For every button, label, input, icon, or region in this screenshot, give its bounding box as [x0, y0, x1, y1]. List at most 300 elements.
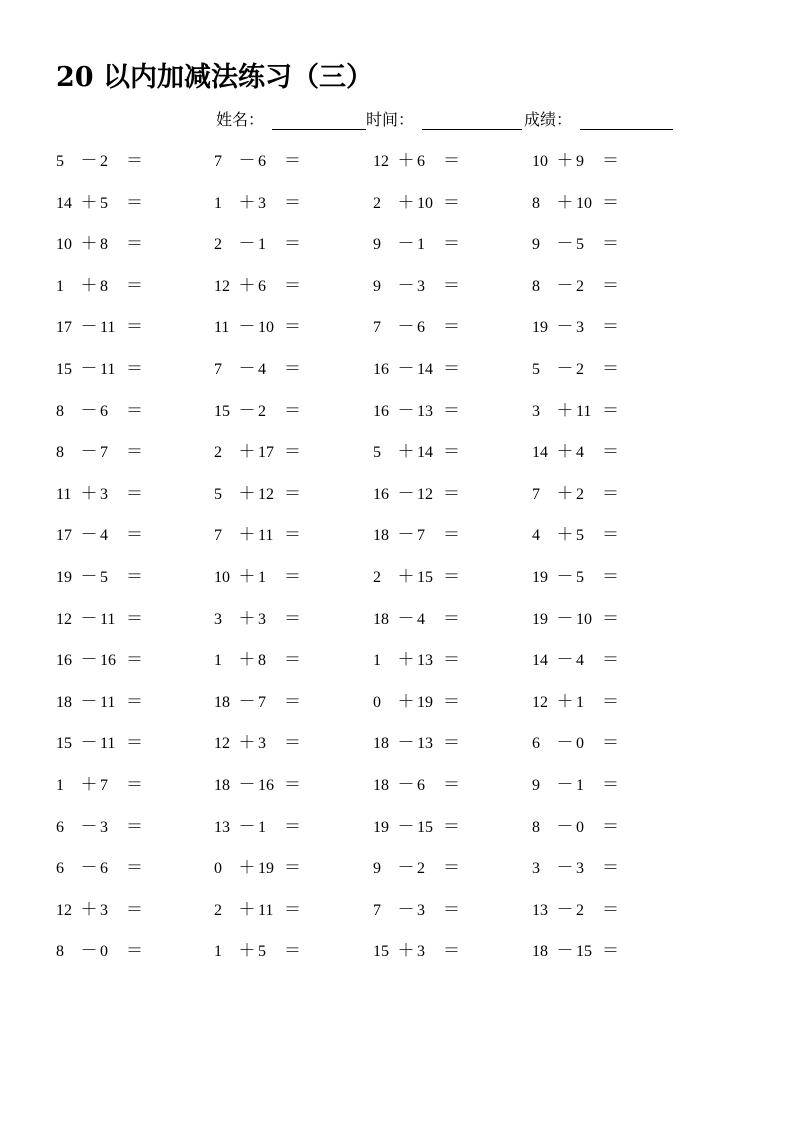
operand-a: 19: [532, 610, 548, 628]
problem-item: [373, 728, 463, 758]
operand-b: 2: [258, 402, 266, 420]
operator: －: [556, 566, 574, 587]
time-blank[interactable]: [422, 129, 522, 130]
problem-item: [532, 271, 622, 301]
operator: －: [80, 733, 98, 754]
operator: ＋: [397, 442, 415, 463]
operand-a: 1: [56, 277, 64, 295]
equals-sign: ＝: [284, 650, 301, 671]
equals-sign: ＝: [284, 275, 301, 296]
operand-b: 4: [576, 652, 584, 670]
operand-a: 10: [532, 153, 548, 170]
operand-a: 3: [214, 610, 222, 628]
operand-a: 8: [532, 277, 540, 295]
equals-sign: ＝: [443, 358, 460, 379]
operand-a: 5: [56, 153, 64, 170]
operand-b: 6: [417, 153, 425, 170]
operand-a: 18: [56, 693, 72, 711]
problem-item: [532, 770, 622, 800]
operator: ＋: [556, 483, 574, 504]
equals-sign: ＝: [126, 691, 143, 712]
operator: ＋: [80, 234, 98, 255]
operand-b: 1: [258, 236, 266, 254]
operand-b: 4: [576, 444, 584, 462]
problem-item: [532, 229, 622, 259]
name-label: 姓名：: [216, 110, 265, 129]
problem-row: [56, 687, 696, 729]
operand-a: 9: [532, 776, 540, 794]
operand-a: 5: [373, 444, 381, 462]
problem-item: [214, 604, 304, 634]
operator: ＋: [80, 899, 98, 920]
operand-a: 8: [532, 194, 540, 212]
problem-item: [56, 188, 146, 218]
operand-b: 12: [417, 485, 433, 503]
problem-item: [532, 520, 622, 550]
operand-b: 0: [576, 818, 584, 836]
equals-sign: ＝: [443, 400, 460, 421]
operand-b: 5: [100, 568, 108, 586]
operand-a: 2: [214, 444, 222, 462]
problem-item: [214, 437, 304, 467]
equals-sign: ＝: [602, 691, 619, 712]
operator: －: [397, 858, 415, 879]
equals-sign: ＝: [126, 941, 143, 962]
operand-a: 18: [373, 610, 389, 628]
operand-b: 11: [576, 402, 592, 420]
operand-a: 19: [532, 568, 548, 586]
problem-item: [532, 645, 622, 675]
equals-sign: ＝: [443, 899, 460, 920]
operand-a: 7: [373, 901, 381, 919]
operand-a: 2: [373, 194, 381, 212]
problem-row: [56, 312, 696, 354]
operator: ＋: [238, 733, 256, 754]
problem-item: [373, 437, 463, 467]
operator: －: [556, 858, 574, 879]
equals-sign: ＝: [443, 608, 460, 629]
operand-a: 3: [532, 402, 540, 420]
operand-a: 0: [373, 693, 381, 711]
equals-sign: ＝: [284, 483, 301, 504]
problem-item: [532, 188, 622, 218]
operand-b: 3: [258, 735, 266, 753]
equals-sign: ＝: [284, 691, 301, 712]
problem-item: [214, 853, 304, 883]
operator: ＋: [238, 275, 256, 296]
operand-b: 3: [100, 818, 108, 836]
equals-sign: ＝: [443, 525, 460, 546]
operator: －: [80, 525, 98, 546]
operand-b: 5: [258, 943, 266, 961]
operand-b: 6: [417, 776, 425, 794]
operand-b: 11: [100, 693, 116, 711]
operand-b: 3: [258, 194, 266, 212]
problem-item: [373, 562, 463, 592]
equals-sign: ＝: [443, 566, 460, 587]
problem-item: [214, 895, 304, 925]
operand-b: 11: [258, 527, 274, 545]
operand-b: 2: [576, 277, 584, 295]
problem-item: [214, 728, 304, 758]
equals-sign: ＝: [443, 234, 460, 255]
operand-b: 5: [100, 194, 108, 212]
problem-item: [532, 146, 622, 176]
operand-a: 7: [214, 527, 222, 545]
operator: －: [80, 691, 98, 712]
equals-sign: ＝: [602, 941, 619, 962]
equals-sign: ＝: [443, 774, 460, 795]
operator: －: [397, 234, 415, 255]
problem-item: [373, 354, 463, 384]
problem-item: [214, 312, 304, 342]
equals-sign: ＝: [126, 483, 143, 504]
operand-b: 9: [576, 153, 584, 170]
operand-b: 1: [258, 818, 266, 836]
operator: －: [556, 275, 574, 296]
operand-b: 1: [576, 693, 584, 711]
operand-a: 2: [214, 236, 222, 254]
problem-item: [56, 229, 146, 259]
operand-a: 8: [56, 402, 64, 420]
operator: －: [397, 358, 415, 379]
operand-b: 10: [576, 610, 592, 628]
operator: －: [80, 317, 98, 338]
operand-b: 7: [417, 527, 425, 545]
problem-item: [373, 479, 463, 509]
equals-sign: ＝: [284, 234, 301, 255]
operand-a: 18: [373, 776, 389, 794]
equals-sign: ＝: [284, 733, 301, 754]
problem-item: [56, 645, 146, 675]
equals-sign: ＝: [284, 608, 301, 629]
operator: －: [238, 234, 256, 255]
operand-b: 11: [100, 319, 116, 337]
operand-b: 13: [417, 652, 433, 670]
operator: ＋: [238, 566, 256, 587]
operand-b: 6: [100, 402, 108, 420]
operand-a: 14: [532, 652, 548, 670]
operand-a: 5: [532, 360, 540, 378]
operator: －: [80, 816, 98, 837]
problem-item: [56, 895, 146, 925]
operand-b: 15: [417, 818, 433, 836]
operand-a: 18: [214, 776, 230, 794]
operand-b: 0: [576, 735, 584, 753]
score-blank[interactable]: [580, 129, 673, 130]
operand-b: 4: [100, 527, 108, 545]
equals-sign: ＝: [126, 234, 143, 255]
operand-a: 1: [56, 776, 64, 794]
equals-sign: ＝: [126, 525, 143, 546]
score-label: 成绩：: [524, 110, 573, 129]
equals-sign: ＝: [284, 816, 301, 837]
operand-a: 10: [214, 568, 230, 586]
operator: －: [80, 941, 98, 962]
operator: －: [80, 400, 98, 421]
operand-a: 12: [214, 735, 230, 753]
problem-item: [373, 229, 463, 259]
operand-b: 7: [100, 444, 108, 462]
equals-sign: ＝: [602, 483, 619, 504]
operand-b: 2: [576, 360, 584, 378]
problem-item: [532, 853, 622, 883]
operand-a: 13: [214, 818, 230, 836]
equals-sign: ＝: [443, 275, 460, 296]
problem-row: [56, 520, 696, 562]
problem-item: [373, 188, 463, 218]
operator: －: [397, 899, 415, 920]
operand-a: 18: [373, 735, 389, 753]
problem-item: [532, 479, 622, 509]
operand-b: 6: [417, 319, 425, 337]
operator: ＋: [397, 151, 415, 171]
operator: －: [556, 234, 574, 255]
problem-item: [56, 479, 146, 509]
equals-sign: ＝: [602, 192, 619, 213]
equals-sign: ＝: [602, 733, 619, 754]
operand-a: 9: [373, 860, 381, 878]
operand-b: 6: [100, 860, 108, 878]
operand-b: 3: [576, 319, 584, 337]
operand-a: 12: [214, 277, 230, 295]
operand-b: 4: [417, 610, 425, 628]
operand-b: 2: [576, 901, 584, 919]
problem-item: [56, 312, 146, 342]
operand-b: 1: [576, 776, 584, 794]
problem-item: [373, 936, 463, 966]
operand-b: 3: [100, 485, 108, 503]
operand-a: 4: [532, 527, 540, 545]
operand-a: 19: [532, 319, 548, 337]
problem-row: [56, 479, 696, 521]
equals-sign: ＝: [443, 151, 460, 171]
problem-row: [56, 146, 696, 188]
operand-b: 14: [417, 360, 433, 378]
equals-sign: ＝: [126, 151, 143, 171]
equals-sign: ＝: [602, 317, 619, 338]
problem-item: [56, 770, 146, 800]
operator: ＋: [556, 192, 574, 213]
operator: －: [397, 774, 415, 795]
operand-b: 3: [417, 943, 425, 961]
equals-sign: ＝: [126, 733, 143, 754]
operand-b: 10: [417, 194, 433, 212]
operand-a: 6: [56, 818, 64, 836]
operand-a: 7: [214, 360, 222, 378]
operand-a: 14: [532, 444, 548, 462]
operand-b: 2: [417, 860, 425, 878]
operand-a: 12: [373, 153, 389, 170]
operator: ＋: [556, 400, 574, 421]
problem-row: [56, 936, 696, 978]
operand-b: 3: [258, 610, 266, 628]
operand-b: 3: [100, 901, 108, 919]
equals-sign: ＝: [126, 858, 143, 879]
operand-b: 15: [417, 568, 433, 586]
operand-a: 16: [373, 402, 389, 420]
operand-a: 14: [56, 194, 72, 212]
operand-b: 3: [417, 277, 425, 295]
problem-item: [56, 853, 146, 883]
operand-b: 17: [258, 444, 274, 462]
operand-a: 15: [373, 943, 389, 961]
equals-sign: ＝: [126, 275, 143, 296]
problem-row: [56, 562, 696, 604]
operand-a: 2: [373, 568, 381, 586]
equals-sign: ＝: [443, 941, 460, 962]
equals-sign: ＝: [602, 151, 619, 171]
operator: －: [80, 608, 98, 629]
operand-a: 8: [56, 943, 64, 961]
operator: －: [80, 358, 98, 379]
problem-row: [56, 895, 696, 937]
problem-row: [56, 396, 696, 438]
operand-a: 8: [532, 818, 540, 836]
operand-a: 11: [214, 319, 230, 337]
operand-a: 9: [373, 236, 381, 254]
operand-b: 5: [576, 568, 584, 586]
equals-sign: ＝: [602, 774, 619, 795]
operator: －: [397, 525, 415, 546]
problem-item: [532, 396, 622, 426]
operand-a: 16: [373, 485, 389, 503]
operand-b: 11: [258, 901, 274, 919]
operator: －: [238, 358, 256, 379]
equals-sign: ＝: [602, 400, 619, 421]
operator: －: [80, 442, 98, 463]
equals-sign: ＝: [443, 192, 460, 213]
problem-item: [373, 853, 463, 883]
problem-item: [214, 562, 304, 592]
operator: －: [80, 566, 98, 587]
operand-a: 2: [214, 901, 222, 919]
problem-item: [56, 687, 146, 717]
problem-item: [214, 146, 304, 176]
problem-item: [56, 812, 146, 842]
equals-sign: ＝: [284, 317, 301, 338]
equals-sign: ＝: [443, 691, 460, 712]
problem-item: [373, 604, 463, 634]
problem-item: [532, 687, 622, 717]
operator: －: [397, 317, 415, 338]
operator: ＋: [397, 691, 415, 712]
operator: ＋: [238, 858, 256, 879]
operand-a: 11: [56, 485, 72, 503]
equals-sign: ＝: [284, 899, 301, 920]
operand-a: 16: [373, 360, 389, 378]
operator: ＋: [397, 650, 415, 671]
equals-sign: ＝: [443, 650, 460, 671]
operator: ＋: [238, 192, 256, 213]
operator: ＋: [238, 899, 256, 920]
operator: ＋: [556, 691, 574, 712]
problem-row: [56, 188, 696, 230]
equals-sign: ＝: [602, 234, 619, 255]
operator: ＋: [80, 774, 98, 795]
operand-a: 12: [56, 901, 72, 919]
equals-sign: ＝: [602, 566, 619, 587]
operator: －: [397, 733, 415, 754]
problem-row: [56, 770, 696, 812]
operand-a: 15: [56, 735, 72, 753]
problem-item: [373, 645, 463, 675]
problem-grid: [56, 146, 696, 978]
operator: ＋: [397, 566, 415, 587]
problem-item: [56, 520, 146, 550]
operand-a: 5: [214, 485, 222, 503]
equals-sign: ＝: [443, 483, 460, 504]
operand-a: 7: [214, 153, 222, 170]
operand-b: 19: [417, 693, 433, 711]
equals-sign: ＝: [126, 608, 143, 629]
operand-a: 17: [56, 319, 72, 337]
operator: －: [397, 816, 415, 837]
equals-sign: ＝: [284, 192, 301, 213]
problem-item: [532, 936, 622, 966]
operand-a: 18: [532, 943, 548, 961]
operator: －: [238, 816, 256, 837]
equals-sign: ＝: [284, 151, 301, 171]
operand-a: 19: [373, 818, 389, 836]
operator: ＋: [238, 650, 256, 671]
operator: －: [556, 608, 574, 629]
equals-sign: ＝: [443, 733, 460, 754]
operator: －: [80, 650, 98, 671]
problem-item: [532, 354, 622, 384]
operand-a: 6: [532, 735, 540, 753]
operand-b: 7: [258, 693, 266, 711]
operator: －: [397, 608, 415, 629]
name-blank[interactable]: [272, 129, 366, 130]
equals-sign: ＝: [126, 650, 143, 671]
operator: －: [556, 650, 574, 671]
operand-b: 8: [258, 652, 266, 670]
operator: ＋: [238, 483, 256, 504]
equals-sign: ＝: [284, 774, 301, 795]
equals-sign: ＝: [602, 608, 619, 629]
equals-sign: ＝: [602, 358, 619, 379]
problem-item: [56, 354, 146, 384]
operand-b: 8: [100, 236, 108, 254]
operator: －: [556, 899, 574, 920]
equals-sign: ＝: [602, 650, 619, 671]
problem-item: [56, 271, 146, 301]
equals-sign: ＝: [602, 442, 619, 463]
problem-row: [56, 645, 696, 687]
operand-b: 1: [417, 236, 425, 254]
problem-item: [214, 687, 304, 717]
problem-item: [532, 604, 622, 634]
operand-a: 10: [56, 236, 72, 254]
equals-sign: ＝: [126, 317, 143, 338]
equals-sign: ＝: [126, 358, 143, 379]
problem-row: [56, 812, 696, 854]
operator: －: [80, 151, 98, 171]
problem-item: [214, 645, 304, 675]
operator: －: [397, 483, 415, 504]
operator: －: [556, 774, 574, 795]
problem-item: [56, 396, 146, 426]
operator: －: [556, 317, 574, 338]
operand-b: 3: [576, 860, 584, 878]
operator: －: [556, 816, 574, 837]
operand-b: 11: [100, 360, 116, 378]
operand-b: 19: [258, 860, 274, 878]
operand-a: 12: [532, 693, 548, 711]
equals-sign: ＝: [602, 525, 619, 546]
problem-item: [532, 312, 622, 342]
